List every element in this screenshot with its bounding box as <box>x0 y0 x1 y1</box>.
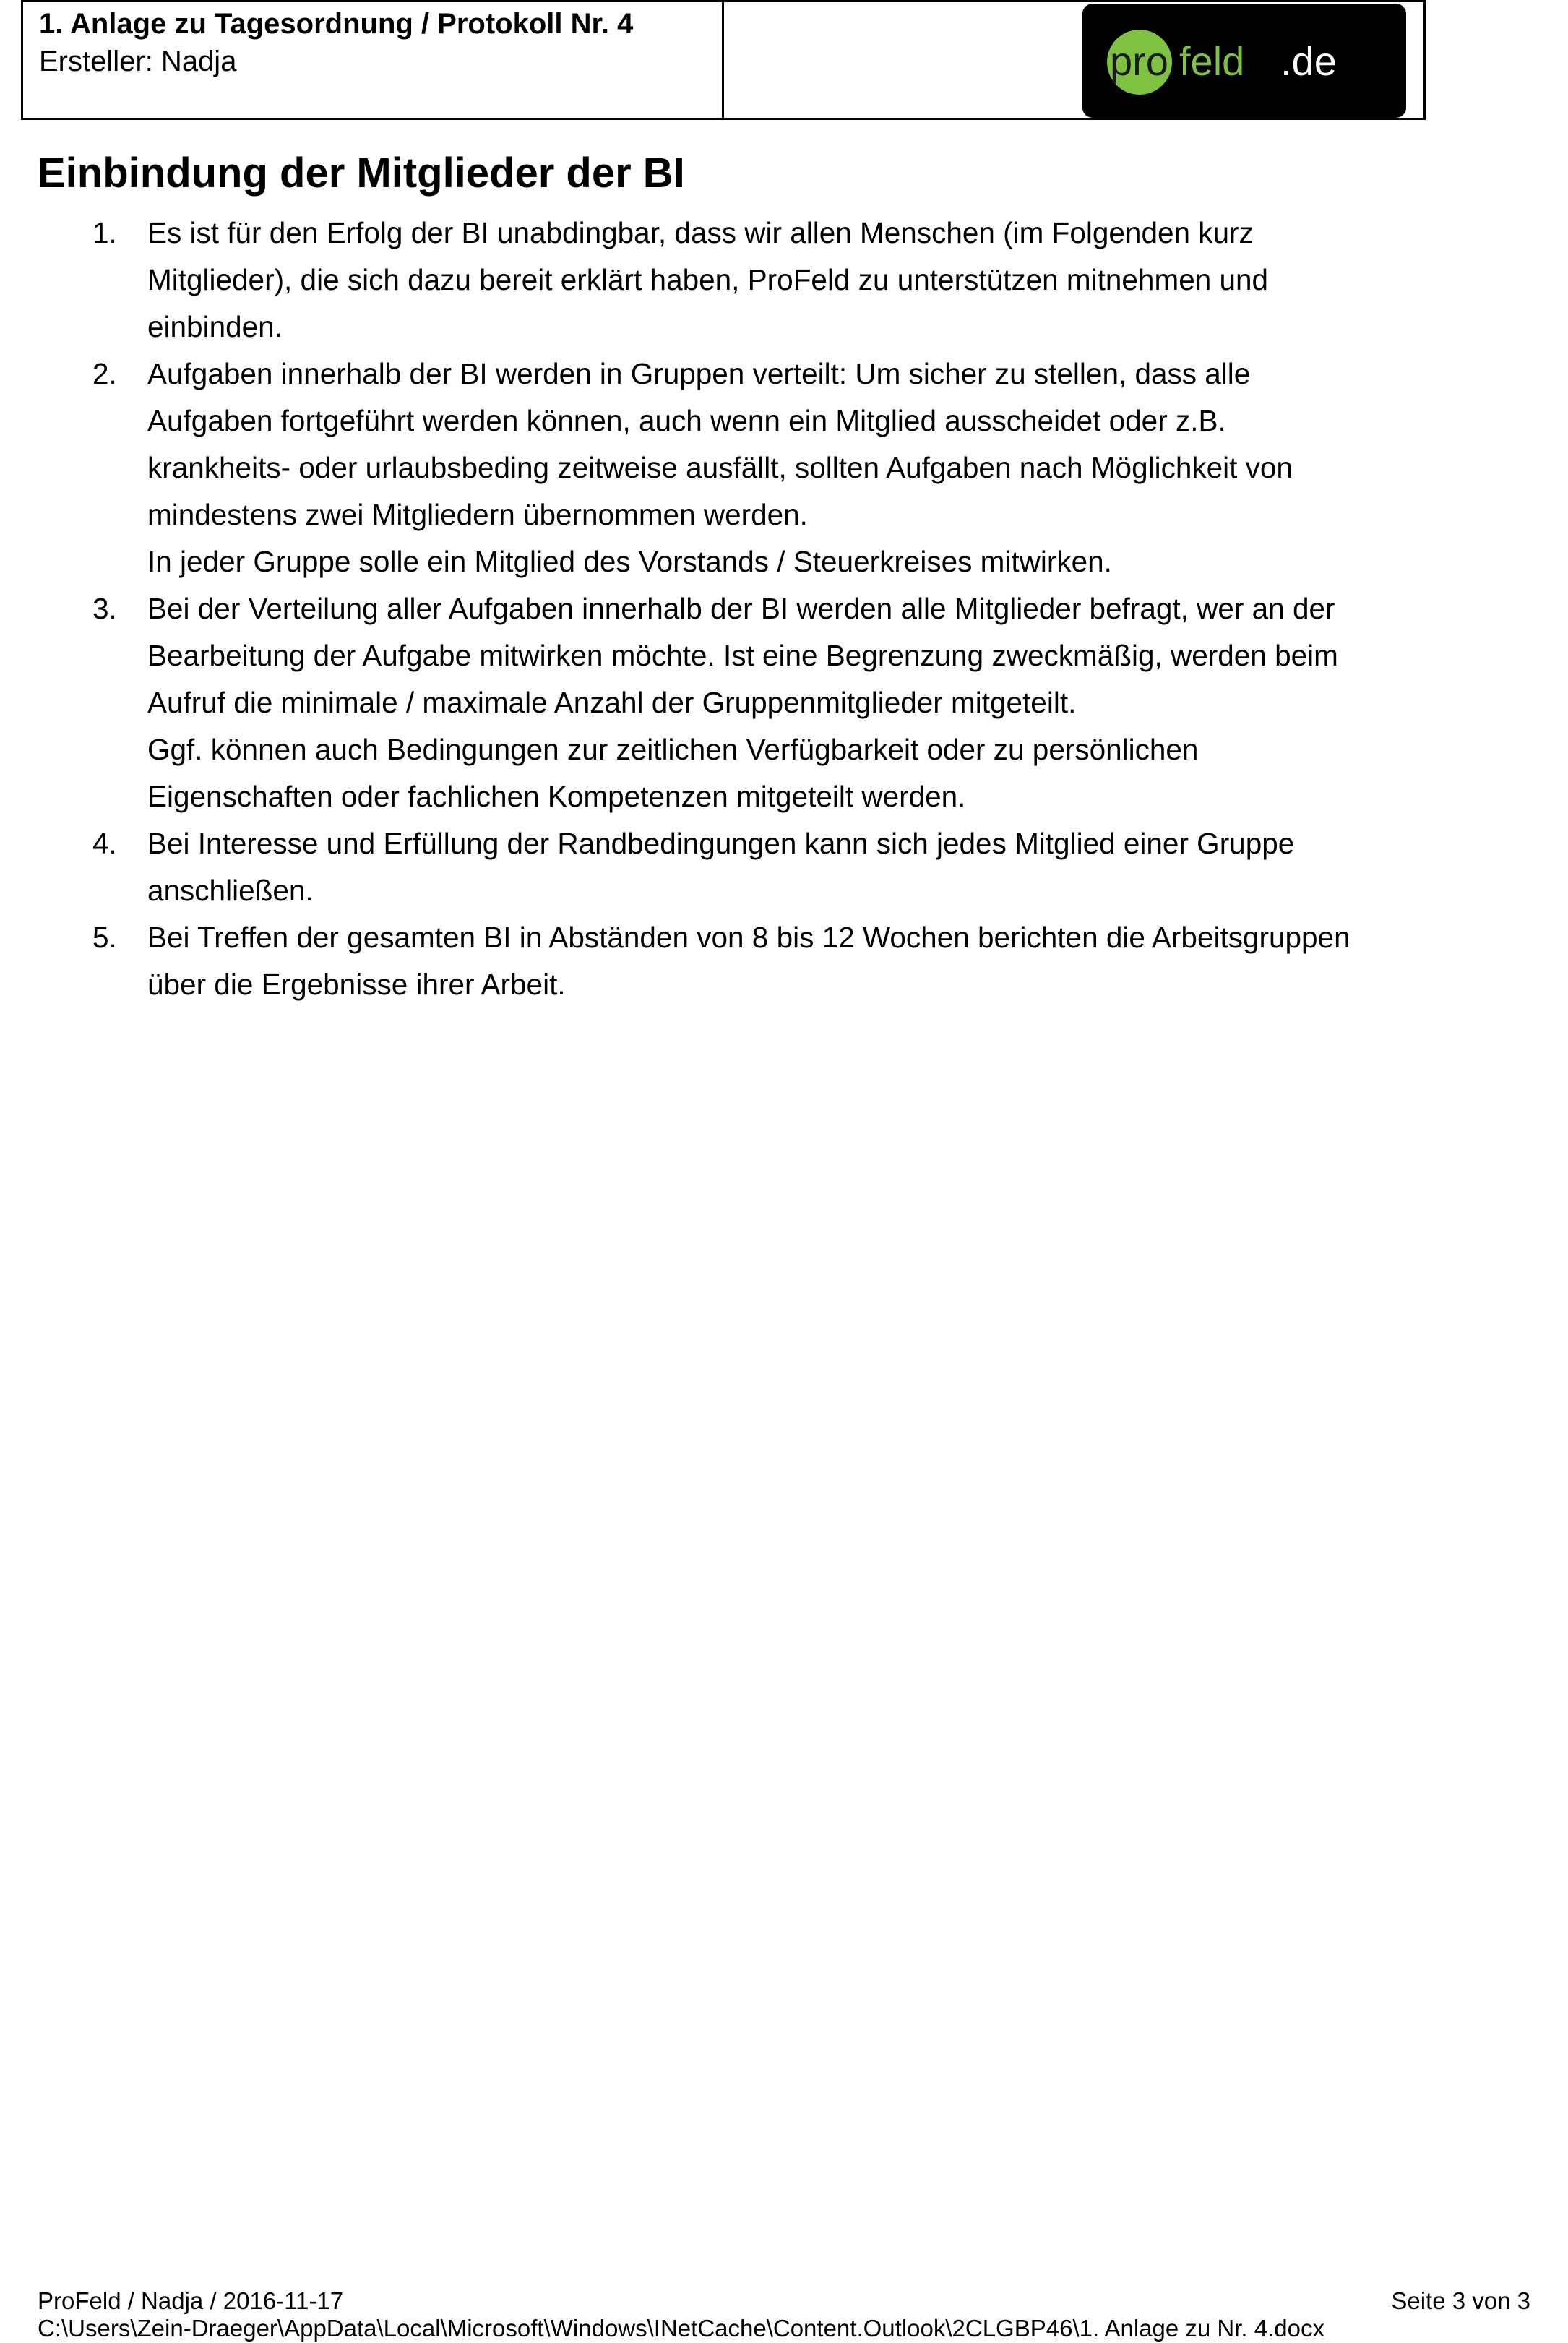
numbered-list <box>0 210 1568 1008</box>
list-item <box>0 914 1568 1008</box>
list-item-line: Eigenschaften oder fachlichen Kompetenzen mitgeteilt werden. <box>147 780 966 813</box>
list-item-line: krankheits- oder urlaubsbeding zeitweise ausfällt, sollten Aufgaben nach Möglichkeit von <box>147 451 1293 484</box>
list-item-line: mindestens zwei Mitgliedern übernommen werden. <box>147 498 808 531</box>
list-item-line: Bei Treffen der gesamten BI in Abständen von 8 bis 12 Wochen berichten die Arbeitsgruppen <box>147 921 1351 954</box>
logo-text-de: .de <box>1280 38 1337 84</box>
list-item-line: Aufgaben fortgeführt werden können, auch wenn ein Mitglied ausscheidet oder z.B. <box>147 404 1226 437</box>
list-item <box>0 351 1568 585</box>
list-item <box>0 820 1568 914</box>
list-item <box>0 585 1568 820</box>
list-item-line: Aufruf die minimale / maximale Anzahl der Gruppenmitglieder mitgeteilt. <box>147 686 1077 719</box>
list-item <box>0 210 1568 351</box>
list-item-number: 3. <box>92 592 117 625</box>
header-table <box>21 0 1426 120</box>
footer-file-path: C:\Users\Zein-Draeger\AppData\Local\Microsoft\Windows\INetCache\Content.Outlook\2CLGBP46\1. Anlage zu Nr. 4.docx <box>38 2315 1325 2342</box>
list-item-line: In jeder Gruppe solle ein Mitglied des Vorstands / Steuerkreises mitwirken. <box>147 545 1112 578</box>
logo-text-pro: pro <box>1110 38 1168 84</box>
list-item-line: Es ist für den Erfolg der BI unabdingbar, dass wir allen Menschen (im Folgenden kurz <box>147 216 1254 249</box>
footer-page-info: Seite 3 von 3 <box>1391 2287 1530 2314</box>
footer-author-date: ProFeld / Nadja / 2016-11-17 <box>38 2287 344 2314</box>
header-info-cell <box>23 2 724 118</box>
list-item-number: 5. <box>92 921 117 954</box>
logo-text-feld: feld <box>1179 38 1245 84</box>
document-title: Einbindung der Mitglieder der BI <box>38 150 685 197</box>
list-item-number: 1. <box>92 216 117 249</box>
list-item-line: Bearbeitung der Aufgabe mitwirken möchte. Ist eine Begrenzung zweckmäßig, werden beim <box>147 639 1338 672</box>
header-title: 1. Anlage zu Tagesordnung / Protokoll Nr. 4 <box>39 8 634 40</box>
list-item-line: Aufgaben innerhalb der BI werden in Gruppen verteilt: Um sicher zu stellen, dass alle <box>147 357 1251 390</box>
list-item-line: Bei der Verteilung aller Aufgaben innerhalb der BI werden alle Mitglieder befragt, wer an der <box>147 592 1335 625</box>
list-item-line: Bei Interesse und Erfüllung der Randbedingungen kann sich jedes Mitglied einer Gruppe <box>147 827 1295 860</box>
profeld-logo <box>1082 4 1406 118</box>
list-item-line: einbinden. <box>147 310 283 343</box>
list-item-line: anschließen. <box>147 874 314 907</box>
header-author: Ersteller: Nadja <box>39 46 237 77</box>
list-item-number: 4. <box>92 827 117 860</box>
header-logo-cell <box>724 2 1423 118</box>
list-item-number: 2. <box>92 357 117 390</box>
list-item-line: über die Ergebnisse ihrer Arbeit. <box>147 968 566 1001</box>
list-item-line: Ggf. können auch Bedingungen zur zeitlichen Verfügbarkeit oder zu persönlichen <box>147 733 1199 766</box>
list-item-line: Mitglieder), die sich dazu bereit erklärt haben, ProFeld zu unterstützen mitnehmen und <box>147 263 1269 296</box>
